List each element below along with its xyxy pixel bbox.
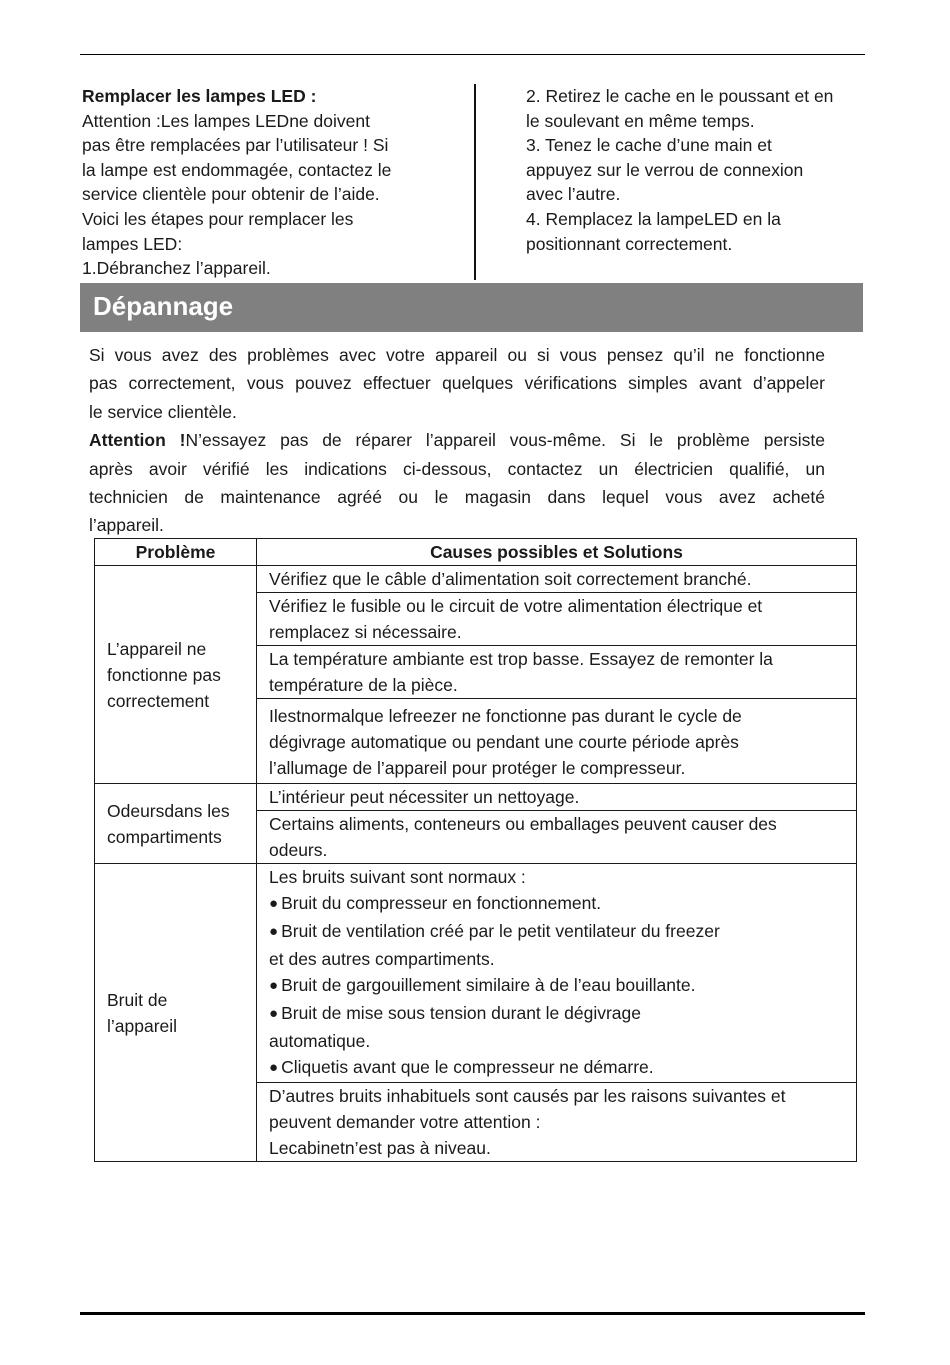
troubleshooting-intro xyxy=(89,341,825,540)
left-line: lampes LED: xyxy=(82,233,183,254)
intro-line: pas correctement, vous pouvez effectuer quelques vérifications simples avant d’appeler xyxy=(89,373,825,394)
solution-cell xyxy=(257,593,857,646)
bullet-icon: ● xyxy=(269,977,279,994)
problem-line: Odeursdans les xyxy=(107,800,230,821)
solution-line: L’intérieur peut nécessiter un nettoyage. xyxy=(269,787,580,807)
intro-line: après avoir vérifié les indications ci-dessous, contactez un électricien qualifié, un xyxy=(89,458,825,479)
problem-line: fonctionne pas xyxy=(107,664,221,685)
column-divider xyxy=(474,84,476,280)
noise-item xyxy=(269,972,844,1000)
noise-item-text: Bruit du compresseur en fonctionnement. xyxy=(281,893,602,913)
left-line: service clientèle pour obtenir de l’aide. xyxy=(82,184,380,205)
solution-line: remplacez si nécessaire. xyxy=(269,622,462,642)
problem-line: Bruit de xyxy=(107,989,168,1010)
solution-line: dégivrage automatique ou pendant une courte période après xyxy=(269,732,739,752)
solution-line: D’autres bruits inhabituels sont causés par les raisons suivantes et xyxy=(269,1086,786,1106)
solution-line: peuvent demander votre attention : xyxy=(269,1112,541,1132)
noise-item-continuation: et des autres compartiments. xyxy=(269,949,495,969)
intro-line: Si vous avez des problèmes avec votre appareil ou si vous pensez qu’il ne fonctionne xyxy=(89,345,825,365)
top-rule xyxy=(80,54,865,55)
led-heading: Remplacer les lampes LED : xyxy=(82,86,317,106)
table-row xyxy=(95,566,857,593)
left-line: Attention :Les lampes LEDne doivent xyxy=(82,110,370,131)
problem-cell xyxy=(95,784,257,864)
solution-line: Lecabinetn’est pas à niveau. xyxy=(269,1138,491,1158)
noise-item-text: Bruit de mise sous tension durant le dégivrage xyxy=(281,1003,641,1023)
warning-text: N’essayez pas de réparer l’appareil vous-même. Si le problème persiste xyxy=(185,430,825,451)
warning-line xyxy=(89,426,825,454)
right-line: 2. Retirez le cache en le poussant et en xyxy=(526,86,834,106)
solution-cell xyxy=(257,699,857,784)
intro-line: le service clientèle. xyxy=(89,401,237,422)
solution-line: l’allumage de l’appareil pour protéger le compresseur. xyxy=(269,758,686,778)
intro-line: l’appareil. xyxy=(89,515,164,536)
solution-cell xyxy=(257,646,857,699)
left-line: 1.Débranchez l’appareil. xyxy=(82,258,271,279)
section-title: Dépannage xyxy=(93,291,234,321)
bullet-icon: ● xyxy=(269,1059,279,1076)
left-line: pas être remplacées par l’utilisateur ! Si xyxy=(82,135,389,156)
solution-cell xyxy=(257,566,857,593)
problem-line: correctement xyxy=(107,690,210,711)
solution-line: Ilestnormalque lefreezer ne fonctionne pas durant le cycle de xyxy=(269,706,742,726)
solution-cell xyxy=(257,784,857,811)
noise-item-text: Bruit de gargouillement similaire à de l’eau bouillante. xyxy=(281,975,696,995)
problem-line: compartiments xyxy=(107,826,222,847)
right-line: le soulevant en même temps. xyxy=(526,110,755,131)
bullet-icon: ● xyxy=(269,895,279,912)
solution-line: Vérifiez que le câble d’alimentation soit correctement branché. xyxy=(269,569,752,589)
noise-item-continuation: automatique. xyxy=(269,1031,371,1051)
column-header-solutions: Causes possibles et Solutions xyxy=(257,539,857,566)
right-line: 3. Tenez le cache d’une main et xyxy=(526,135,772,156)
table-row xyxy=(95,784,857,811)
problem-cell xyxy=(95,864,257,1162)
led-replacement-right-column xyxy=(526,84,866,256)
right-line: appuyez sur le verrou de connexion xyxy=(526,159,804,180)
bullet-icon: ● xyxy=(269,1005,279,1022)
solution-cell xyxy=(257,811,857,864)
left-line: la lampe est endommagée, contactez le xyxy=(82,159,392,180)
table-row xyxy=(95,864,857,1083)
solution-line: La température ambiante est trop basse. Essayez de remonter la xyxy=(269,649,773,669)
troubleshooting-table xyxy=(94,538,857,1162)
led-replacement-left-column xyxy=(82,84,462,281)
noise-item xyxy=(269,1054,844,1082)
solution-line: Vérifiez le fusible ou le circuit de votre alimentation électrique et xyxy=(269,596,763,616)
solution-cell xyxy=(257,1083,857,1162)
bottom-rule xyxy=(80,1312,865,1315)
left-line: Voici les étapes pour remplacer les xyxy=(82,208,354,229)
bullet-icon: ● xyxy=(269,923,279,940)
noise-item-text: Cliquetis avant que le compresseur ne démarre. xyxy=(281,1057,654,1077)
noise-intro: Les bruits suivant sont normaux : xyxy=(269,867,526,887)
solution-line: Certains aliments, conteneurs ou emballages peuvent causer des xyxy=(269,814,777,834)
solution-line: température de la pièce. xyxy=(269,675,458,695)
solution-line: odeurs. xyxy=(269,840,328,860)
warning-label: Attention ! xyxy=(89,430,186,451)
intro-line: technicien de maintenance agréé ou le magasin dans lequel vous avez acheté xyxy=(89,487,825,508)
right-line: avec l’autre. xyxy=(526,184,621,205)
problem-line: L’appareil ne xyxy=(107,638,207,659)
section-header-bar xyxy=(80,283,863,332)
noise-item xyxy=(269,890,844,918)
right-line: positionnant correctement. xyxy=(526,233,733,254)
problem-line: l’appareil xyxy=(107,1015,178,1036)
noise-item xyxy=(269,1000,844,1028)
noise-item-text: Bruit de ventilation créé par le petit ventilateur du freezer xyxy=(281,921,720,941)
table-header-row xyxy=(95,539,857,566)
column-header-problem: Problème xyxy=(95,539,257,566)
right-line: 4. Remplacez la lampeLED en la xyxy=(526,208,781,229)
problem-cell xyxy=(95,566,257,784)
noise-item xyxy=(269,918,844,946)
solution-cell xyxy=(257,864,857,1083)
